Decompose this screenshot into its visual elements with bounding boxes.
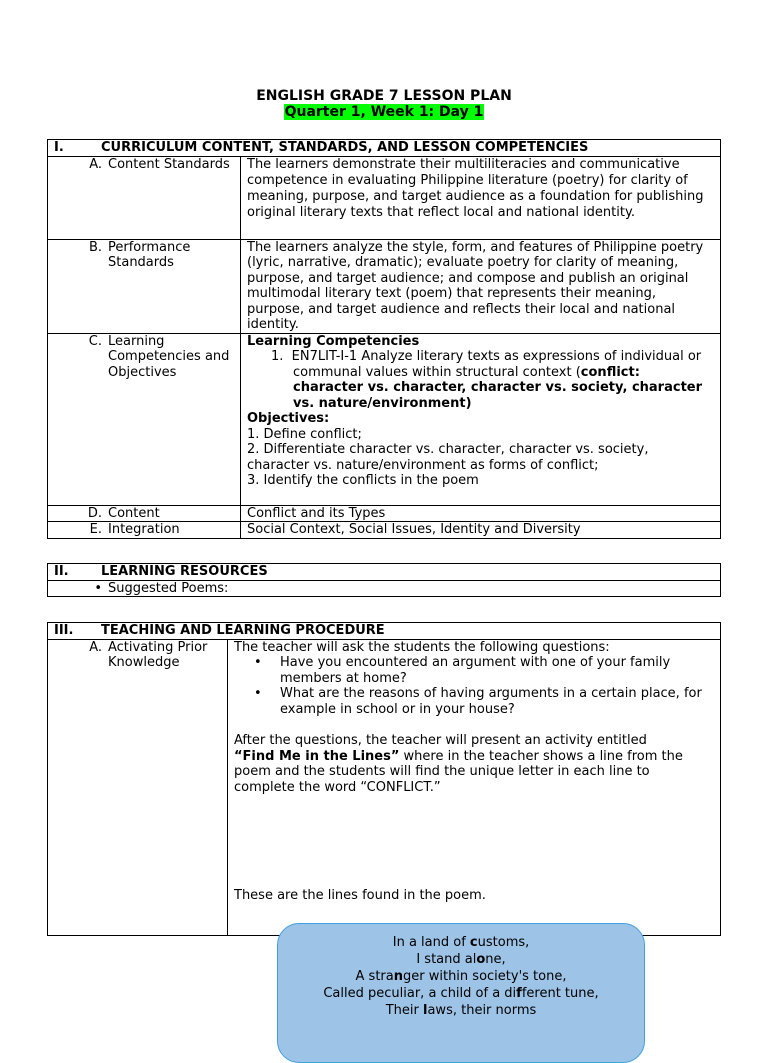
question-text: What are the reasons of having arguments in a certain place, for example in school or in your house? xyxy=(280,686,702,717)
section3-header-row xyxy=(48,623,721,640)
section1-title: CURRICULUM CONTENT, STANDARDS, AND LESSON COMPETENCIES xyxy=(101,140,589,155)
competency-item xyxy=(247,349,714,411)
poem-line: Called peculiar, a child of a different tune, xyxy=(323,986,599,1001)
section1-header-row xyxy=(48,140,721,157)
content-standards-text: The learners demonstrate their multiliteracies and communicative competence in evaluating Philippine literature (poetry) for clarity of meaning, purpose, and target audience as a foundation for publishing original literary texts that reflect local and national identity. xyxy=(241,156,721,239)
section3-title: TEACHING AND LEARNING PROCEDURE xyxy=(101,623,385,638)
content-letter: D. xyxy=(87,505,102,521)
section2-number: II. xyxy=(54,564,69,579)
bullet-icon: • xyxy=(254,686,262,701)
performance-standards-row xyxy=(48,239,721,333)
competency-text: EN7LIT-I-1 Analyze literary texts as expressions of individual or communal values within structural context ( xyxy=(291,349,702,380)
document-title: ENGLISH GRADE 7 LESSON PLAN xyxy=(256,88,512,104)
activity-intro: After the questions, the teacher will present an activity entitled xyxy=(234,733,647,748)
question-item xyxy=(234,655,714,686)
competency-bold-text: conflict: character vs. character, character vs. society, character vs. nature/environment) xyxy=(293,364,703,411)
resources-row xyxy=(48,580,721,597)
integration-text: Social Context, Social Issues, Identity and Diversity xyxy=(241,522,721,539)
performance-standards-label: Performance Standards xyxy=(108,239,191,270)
integration-row xyxy=(48,522,721,539)
activating-row xyxy=(48,639,721,935)
integration-label: Integration xyxy=(108,522,180,537)
competency-number: 1. xyxy=(271,349,284,364)
competencies-heading: Learning Competencies xyxy=(247,333,420,349)
activity-title: “Find Me in the Lines” xyxy=(234,748,400,764)
section2-title: LEARNING RESOURCES xyxy=(101,564,268,579)
competencies-row xyxy=(48,333,721,505)
objective-item: 2. Differentiate character vs. character, character vs. society, character vs. nature/environment as forms of conflict; xyxy=(247,442,649,473)
activating-cell xyxy=(228,639,721,935)
objectives-heading: Objectives: xyxy=(247,411,330,426)
poem-key-letter: c xyxy=(469,935,478,950)
resources-table xyxy=(47,563,721,597)
content-standards-label: Content Standards xyxy=(108,156,230,172)
poem-key-letter: o xyxy=(476,952,486,967)
objective-item: 3. Identify the conflicts in the poem xyxy=(247,473,479,488)
objective-item: 1. Define conflict; xyxy=(247,426,362,442)
poem-key-letter: n xyxy=(393,969,403,984)
curriculum-table xyxy=(47,139,721,539)
poem-line: I stand alone, xyxy=(416,952,506,967)
bullet-icon: • xyxy=(94,580,102,596)
activating-label: Activating Prior Knowledge xyxy=(108,639,208,670)
document-subtitle xyxy=(0,105,768,121)
question-item xyxy=(234,686,714,717)
competencies-letter: C. xyxy=(88,333,102,349)
section3-number: III. xyxy=(54,623,74,638)
competencies-cell xyxy=(241,333,721,505)
activity-paragraph xyxy=(234,733,714,795)
content-standards-row xyxy=(48,156,721,239)
poem-line: Their laws, their norms xyxy=(385,1003,537,1018)
performance-standards-text: The learners analyze the style, form, and features of Philippine poetry (lyric, narrative, dramatic); evaluate poetry for clarity of meaning, purpose, and target audience; and compose and publish an original multimodal literary text (poem) that represents their meaning, purpose, and target audience and reflects their local and national identity. xyxy=(241,239,721,333)
activity-description: where in the teacher shows a line from the poem and the students will find the unique letter in each line to complete the word “CONFLICT.” xyxy=(234,748,683,795)
content-standards-letter: A. xyxy=(89,156,102,172)
activating-intro: The teacher will ask the students the following questions: xyxy=(234,639,610,655)
poem-key-letter: l xyxy=(423,1003,428,1018)
section1-number: I. xyxy=(54,140,64,155)
poem-line: In a land of customs, xyxy=(392,935,530,950)
section2-header-row xyxy=(48,564,721,581)
poem-box xyxy=(277,923,645,1063)
bullet-icon: • xyxy=(254,655,262,670)
content-label: Content xyxy=(108,505,160,521)
activating-letter: A. xyxy=(89,639,102,655)
lines-note: These are the lines found in the poem. xyxy=(234,888,486,903)
poem-line: A stranger within society's tone, xyxy=(355,969,567,984)
competencies-label: Learning Competencies and Objectives xyxy=(108,333,230,380)
procedure-table xyxy=(47,622,721,936)
suggested-poems: Suggested Poems: xyxy=(108,580,229,596)
question-text: Have you encountered an argument with one of your family members at home? xyxy=(280,655,671,686)
integration-letter: E. xyxy=(89,522,102,537)
poem-key-letter: f xyxy=(516,986,522,1001)
content-row xyxy=(48,505,721,522)
performance-standards-letter: B. xyxy=(88,239,102,255)
content-text: Conflict and its Types xyxy=(241,505,721,522)
subtitle-highlight: Quarter 1, Week 1: Day 1 xyxy=(284,104,484,120)
